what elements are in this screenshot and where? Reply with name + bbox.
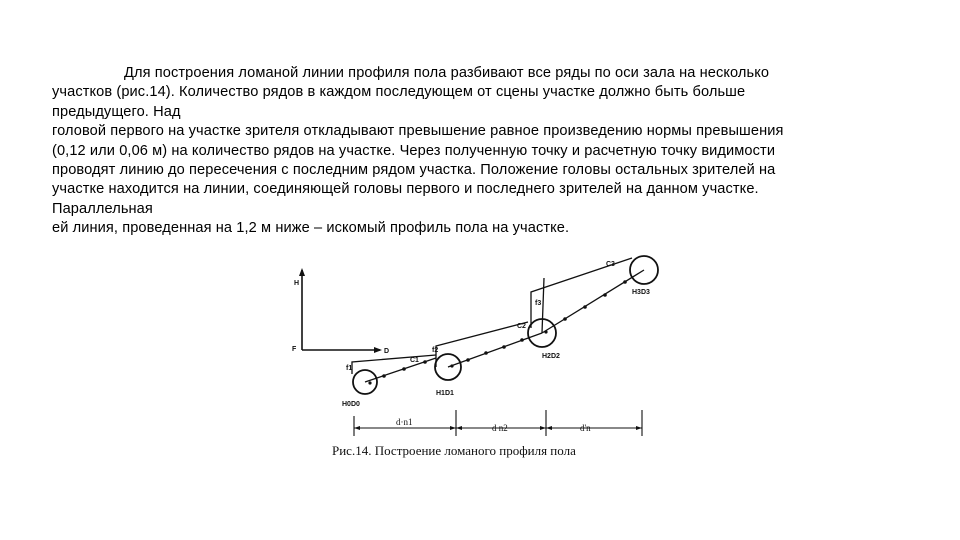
sight-line-2 <box>448 333 542 367</box>
label-h2d2: H2D2 <box>542 353 560 360</box>
paragraph-line: Для построения ломаной линии профиля пола разбивают все ряды по оси зала на несколько <box>124 65 770 81</box>
label-c2: C2 <box>517 323 526 330</box>
profile-diagram <box>280 250 680 450</box>
riser-2 <box>436 322 528 367</box>
paragraph-line: участков (рис.14). Количество рядов в каждом последующем от сцены участке должно быть больше <box>52 84 746 101</box>
vertical-axis-arrow <box>299 268 305 276</box>
axis-label-d: D <box>384 348 390 355</box>
label-h3d3: H3D3 <box>632 289 650 296</box>
axis-label-f: F <box>292 346 297 353</box>
riser-1 <box>352 355 436 374</box>
dimension-label-1: d·n1 <box>396 417 413 427</box>
label-h1d1: H1D1 <box>436 390 454 397</box>
label-c1: C1 <box>410 357 419 364</box>
paragraph-line: ей линия, проведенная на 1,2 м ниже – искомый профиль пола на участке. <box>52 220 570 237</box>
horizontal-axis-arrow <box>374 347 382 353</box>
label-c3: C3 <box>606 261 615 268</box>
paragraph-line: предыдущего. Над <box>52 103 181 120</box>
row-points <box>368 280 626 384</box>
axis-label-h: H <box>294 280 300 287</box>
body-paragraph <box>52 64 912 239</box>
sight-line-3 <box>542 270 644 333</box>
paragraph-line: Параллельная <box>52 200 153 217</box>
riser-3 <box>531 258 632 328</box>
paragraph-line: (0,12 или 0,06 м) на количество рядов на участке. Через полученную точку и расчетную точку видимости <box>52 142 776 159</box>
paragraph-line: участке находится на линии, соединяющей головы первого и последнего зрителей на данном участке. <box>52 181 759 198</box>
dimension-label-3: d'n <box>580 423 591 433</box>
label-h0d0: H0D0 <box>342 401 360 408</box>
paragraph-line: проводят линию до пересечения с последним рядом участка. Положение головы остальных зрителей на <box>52 162 776 179</box>
connector-line <box>542 278 544 333</box>
figure-caption: Рис.14. Построение ломаного профиля пола <box>332 443 576 458</box>
label-f3: f3 <box>535 300 542 307</box>
dimension-label-2: d n2 <box>492 423 508 433</box>
paragraph-line: головой первого на участке зрителя откладывают превышение равное произведению нормы превышения <box>52 123 784 140</box>
floor-profile-figure <box>280 250 680 470</box>
label-f2: f2 <box>432 347 439 354</box>
label-f1: f1 <box>346 365 353 372</box>
